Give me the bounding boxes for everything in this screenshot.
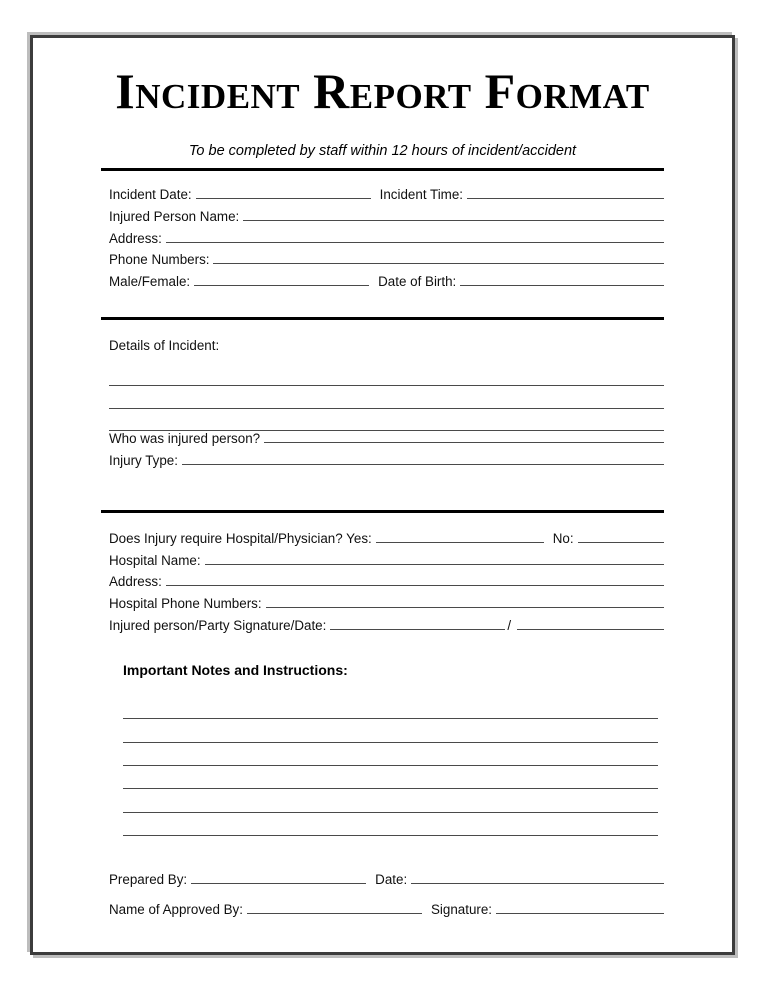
input-approver-signature[interactable] bbox=[496, 913, 664, 914]
field-row-requires-hospital bbox=[109, 531, 664, 553]
input-name-of-approved-by[interactable] bbox=[247, 913, 422, 914]
label-incident-date: Incident Date: bbox=[109, 187, 192, 202]
label-hospital-phone-numbers: Hospital Phone Numbers: bbox=[109, 596, 262, 612]
page-title: Incident Report Format bbox=[115, 63, 650, 119]
label-approver-signature: Signature: bbox=[430, 901, 493, 917]
label-hospital-name: Hospital Name: bbox=[109, 552, 201, 568]
input-notes-line-2[interactable] bbox=[123, 719, 658, 742]
label-prepared-date: Date: bbox=[375, 872, 408, 888]
label-prepared-by: Prepared By: bbox=[109, 872, 188, 888]
label-injured-party-signature-date: Injured person/Party Signature/Date: bbox=[109, 617, 327, 633]
document-subtitle: To be completed by staff within 12 hours of incident/accident bbox=[188, 143, 577, 159]
label-injury-type: Injury Type: bbox=[109, 452, 178, 468]
field-row-address bbox=[109, 231, 664, 253]
input-hospital-address[interactable] bbox=[166, 585, 664, 586]
label-incident-time: Incident Time: bbox=[379, 187, 463, 202]
field-row-prepared-by bbox=[109, 872, 664, 894]
input-notes-line-6[interactable] bbox=[123, 813, 658, 836]
input-injury-type[interactable] bbox=[182, 464, 664, 465]
field-row-incident-date bbox=[109, 187, 664, 209]
input-address[interactable] bbox=[166, 242, 664, 243]
input-phone-numbers[interactable] bbox=[213, 263, 664, 264]
label-details-of-incident: Details of Incident: bbox=[109, 337, 220, 353]
input-injured-party-date[interactable] bbox=[517, 629, 664, 630]
input-details-line-1[interactable] bbox=[109, 364, 664, 386]
input-notes-line-5[interactable] bbox=[123, 789, 658, 812]
input-injured-party-signature[interactable] bbox=[330, 629, 505, 630]
label-name-of-approved-by: Name of Approved By: bbox=[109, 901, 243, 917]
input-hospital-phone-numbers[interactable] bbox=[266, 607, 664, 608]
label-address: Address: bbox=[109, 230, 162, 246]
field-row-hospital-name bbox=[109, 553, 664, 575]
field-row-who-was-injured bbox=[109, 431, 664, 453]
input-requires-hospital-yes[interactable] bbox=[376, 542, 544, 543]
field-row-injured-person-name bbox=[109, 209, 664, 231]
field-row-phone-numbers bbox=[109, 252, 664, 274]
signature-date-separator: / bbox=[507, 617, 512, 633]
input-notes-line-3[interactable] bbox=[123, 743, 658, 766]
input-date-of-birth[interactable] bbox=[460, 285, 664, 286]
input-prepared-date[interactable] bbox=[411, 883, 664, 884]
field-row-injury-type bbox=[109, 453, 664, 475]
field-row-hospital-address bbox=[109, 574, 664, 596]
input-male-female[interactable] bbox=[194, 285, 369, 286]
input-notes-line-1[interactable] bbox=[123, 696, 658, 719]
input-incident-time[interactable] bbox=[467, 198, 664, 199]
label-requires-hospital-yes: Does Injury require Hospital/Physician? Yes: bbox=[109, 530, 372, 546]
label-phone-numbers: Phone Numbers: bbox=[109, 252, 210, 268]
input-requires-hospital-no[interactable] bbox=[578, 542, 664, 543]
label-injured-person-name: Injured Person Name: bbox=[109, 208, 240, 224]
input-incident-date[interactable] bbox=[196, 198, 371, 199]
page-border bbox=[30, 35, 735, 955]
input-details-line-3[interactable] bbox=[109, 409, 664, 431]
field-row-male-female bbox=[109, 274, 664, 296]
section-hospital bbox=[33, 531, 732, 640]
label-who-was-injured-person: Who was injured person? bbox=[109, 431, 261, 447]
section-important-notes bbox=[33, 662, 732, 836]
notes-lines-group bbox=[109, 696, 664, 836]
label-requires-hospital-no: No: bbox=[552, 530, 574, 546]
input-details-line-2[interactable] bbox=[109, 386, 664, 408]
label-important-notes-and-instructions: Important Notes and Instructions: bbox=[123, 661, 348, 678]
section-injured-person bbox=[33, 187, 732, 296]
section-approval bbox=[33, 872, 732, 924]
input-prepared-by[interactable] bbox=[191, 883, 366, 884]
input-injured-person-name[interactable] bbox=[243, 220, 664, 221]
field-row-hospital-phone-numbers bbox=[109, 596, 664, 618]
field-row-approved-by bbox=[109, 902, 664, 924]
section-incident-details bbox=[33, 338, 732, 475]
field-row-injured-party-signature bbox=[109, 618, 664, 640]
label-hospital-address: Address: bbox=[109, 574, 162, 590]
form-sheet bbox=[33, 38, 732, 952]
input-notes-line-4[interactable] bbox=[123, 766, 658, 789]
input-who-was-injured-person[interactable] bbox=[264, 442, 664, 443]
label-male-female: Male/Female: bbox=[109, 274, 191, 290]
label-date-of-birth: Date of Birth: bbox=[378, 274, 457, 290]
input-hospital-name[interactable] bbox=[205, 564, 664, 565]
